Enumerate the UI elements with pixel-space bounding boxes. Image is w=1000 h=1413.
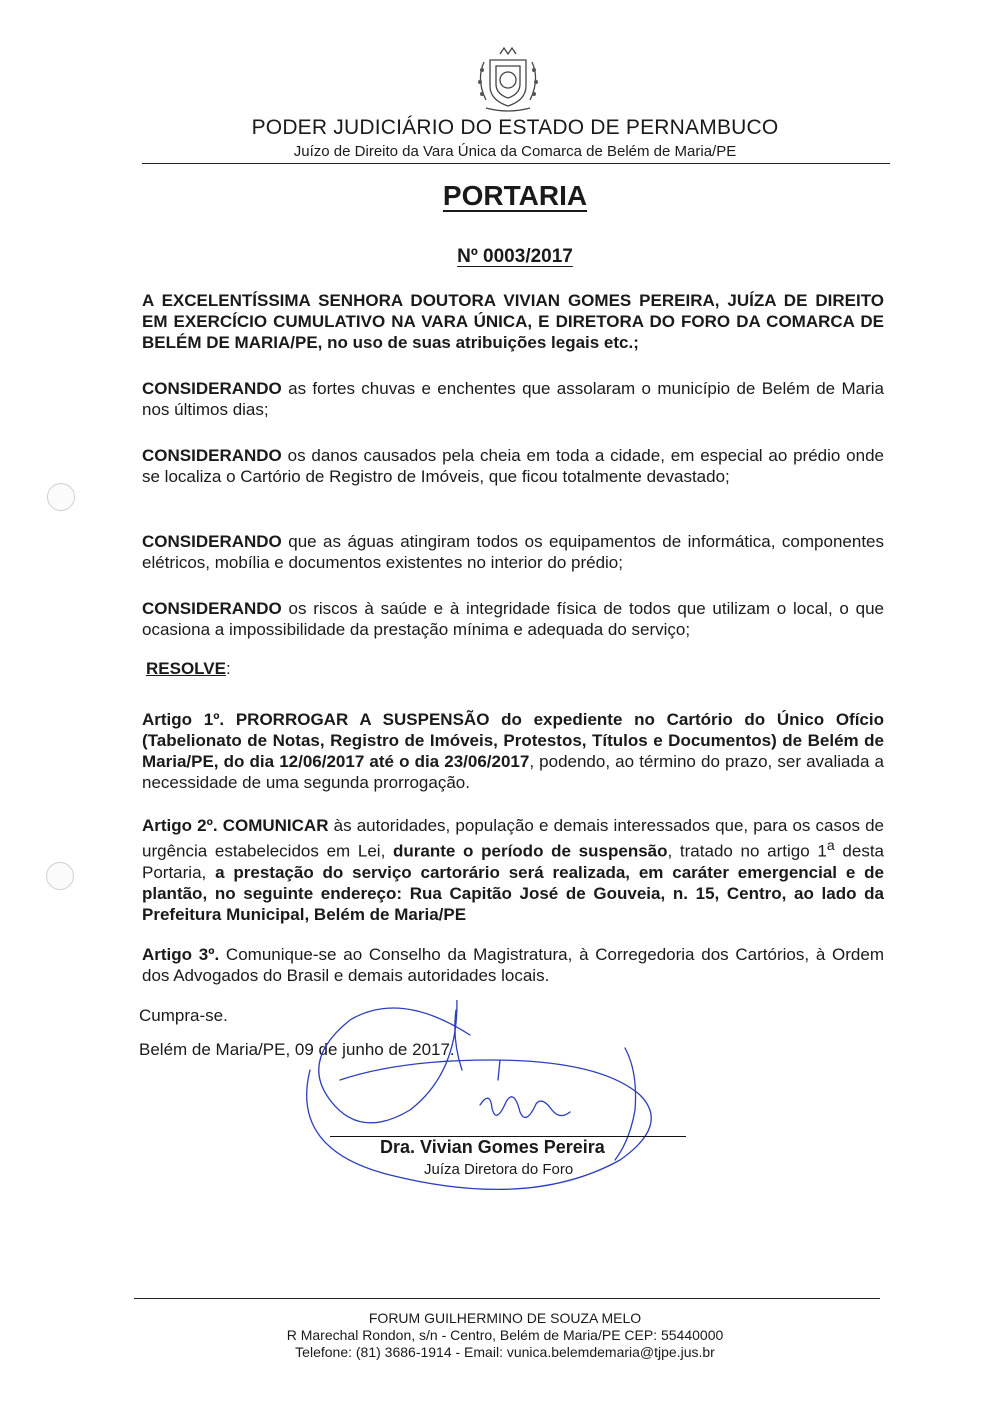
considerando-text: os danos causados pela cheia em toda a cidade, em especial ao prédio onde se localiza o Cartório de Registro de Imóveis, que ficou totalmente devastado; (142, 446, 884, 486)
resolve-heading (146, 659, 231, 679)
signatory-role: Juíza Diretora do Foro (424, 1161, 574, 1178)
considerando-text: os riscos à saúde e à integridade física de todos que utilizam o local, o que ocasiona a impossibilidade da prestação mínima e adequada do serviço; (142, 599, 884, 639)
artigo-2-text: desta Portaria, (142, 841, 885, 882)
considerando-3 (142, 531, 884, 573)
footer-contact: Telefone: (81) 3686-1914 - Email: vunica.belemdemaria@tjpe.jus.br (295, 1344, 715, 1360)
artigo-2-lead: Artigo 2º. COMUNICAR (142, 816, 329, 835)
artigo-2 (142, 815, 884, 925)
coat-of-arms-emblem (470, 46, 546, 114)
preamble-text: A EXCELENTÍSSIMA SENHORA DOUTORA VIVIAN GOMES PEREIRA, JUÍZA DE DIREITO EM EXERCÍCIO CUMULATIVO NA VARA ÚNICA, E DIRETORA DO FORO DA COMARCA DE BELÉM DE MARIA/PE, no uso de suas atribuições legais etc.; (142, 291, 884, 352)
considerando-lead: CONSIDERANDO (142, 379, 282, 398)
court-subtitle: Juízo de Direito da Vara Única da Comarca de Belém de Maria/PE (293, 143, 737, 160)
artigo-3-lead: Artigo 3º. (142, 945, 220, 964)
artigo-3 (142, 944, 884, 986)
closing: Cumpra-se. (139, 1006, 228, 1025)
footer-forum-name: FORUM GUILHERMINO DE SOUZA MELO (368, 1310, 642, 1326)
footer-address: R Marechal Rondon, s/n - Centro, Belém de Maria/PE CEP: 55440000 (286, 1327, 724, 1343)
artigo-2-address: a prestação do serviço cartorário será realizada, em caráter emergencial e de plantão, no seguinte endereço: Rua Capitão José de Gouveia, n. 15, Centro, ao lado da Prefeitura Municipal, Belém de Maria/PE (142, 862, 884, 924)
artigo-2-text: às autoridades, população e demais interessados que, para os casos de urgência estabelecidos em Lei, (142, 816, 884, 861)
artigo-3-text: Comunique-se ao Conselho da Magistratura, à Corregedoria dos Cartórios, à Ordem dos Advogados do Brasil e demais autoridades locais. (142, 945, 884, 985)
resolve-colon: : (225, 659, 231, 678)
punch-hole (47, 483, 75, 511)
considerando-4 (142, 598, 884, 640)
considerando-lead: CONSIDERANDO (142, 446, 282, 465)
considerando-text: que as águas atingiram todos os equipamentos de informática, componentes elétricos, mobília e documentos existentes no interior do prédio; (142, 532, 884, 572)
signatory-name: Dra. Vivian Gomes Pereira (380, 1137, 605, 1157)
artigo-2-superscript: a (826, 838, 835, 854)
artigo-1 (142, 709, 884, 793)
court-name: PODER JUDICIÁRIO DO ESTADO DE PERNAMBUCO (251, 116, 779, 139)
place-date: Belém de Maria/PE, 09 de junho de 2017. (139, 1040, 455, 1059)
artigo-1-bold: Artigo 1º. PRORROGAR A SUSPENSÃO do expediente no Cartório do Único Ofício (Tabelionato de Notas, Registro de Imóveis, Protestos, Títulos e Documentos) de Belém de Maria/PE, do dia 12/06/2017 até o dia 23/06/2017 (142, 710, 884, 771)
considerando-1 (142, 378, 884, 420)
considerando-text: as fortes chuvas e enchentes que assolaram o município de Belém de Maria nos últimos dias; (142, 379, 884, 419)
preamble (142, 290, 884, 353)
artigo-2-bold: durante o período de suspensão (393, 841, 668, 861)
considerando-2 (142, 445, 884, 487)
footer-divider (134, 1298, 880, 1299)
considerando-lead: CONSIDERANDO (142, 599, 282, 618)
artigo-2-text: , tratado no artigo 1 (667, 841, 827, 861)
resolve-label: RESOLVE (146, 659, 226, 678)
header-divider (142, 163, 890, 164)
punch-hole (46, 862, 74, 890)
document-title: PORTARIA (442, 180, 588, 211)
artigo-1-text: , podendo, ao término do prazo, ser avaliada a necessidade de uma segunda prorrogação. (142, 752, 884, 792)
document-number: Nº 0003/2017 (457, 246, 573, 267)
considerando-lead: CONSIDERANDO (142, 532, 282, 551)
